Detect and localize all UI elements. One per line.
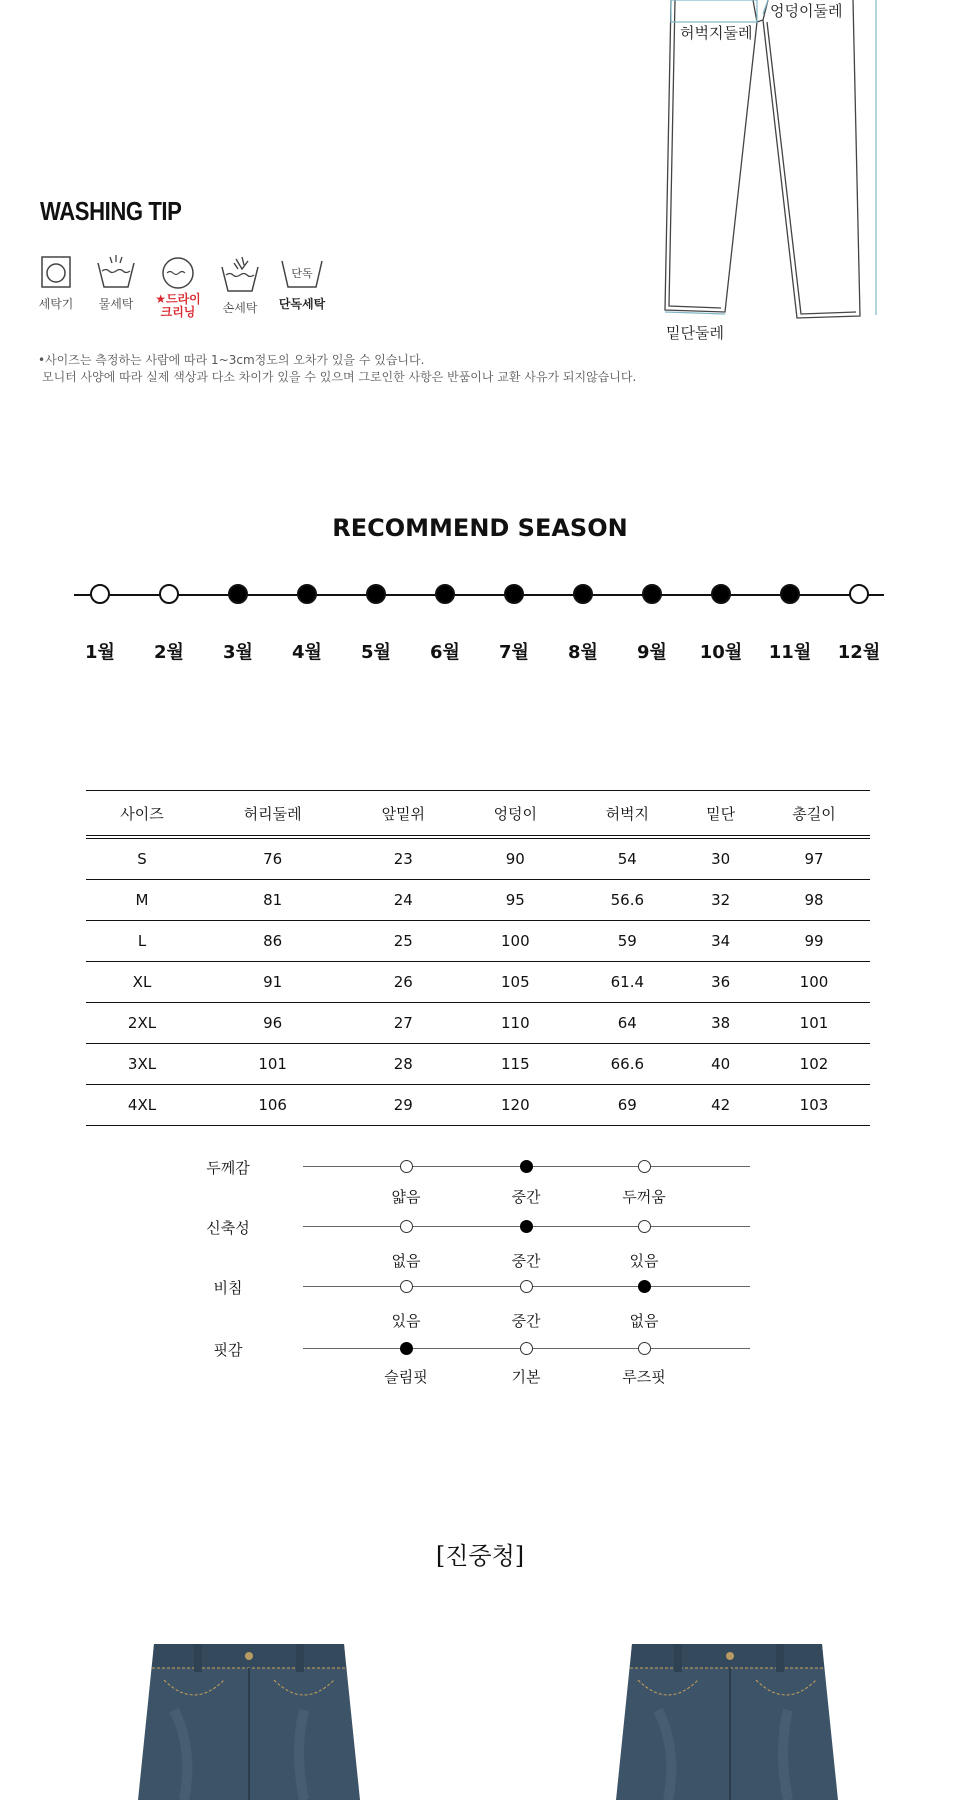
attribute-option-dot — [400, 1160, 413, 1173]
attribute-option-dot — [520, 1280, 533, 1293]
size-cell: 66.6 — [571, 1044, 683, 1085]
size-cell: 90 — [459, 837, 571, 880]
size-cell: 95 — [459, 880, 571, 921]
size-cell: 54 — [571, 837, 683, 880]
size-cell: 96 — [198, 1003, 347, 1044]
season-month-label: 7월 — [499, 642, 529, 663]
size-row — [86, 837, 870, 880]
jeans-back-photo — [612, 1640, 842, 1800]
wash-item-separate — [272, 255, 332, 312]
wash-label-water: 물세탁 — [98, 297, 134, 311]
season-month-label: 10월 — [699, 642, 743, 663]
size-cell: 2XL — [86, 1003, 198, 1044]
attribute-option-dot — [400, 1342, 413, 1355]
season-month-label: 4월 — [292, 642, 322, 663]
wash-label-dryclean-line1: ★드라이 — [155, 292, 201, 306]
size-cell: 26 — [347, 962, 459, 1003]
size-cell: 110 — [459, 1003, 571, 1044]
season-dot-8 — [573, 584, 593, 604]
size-cell: L — [86, 921, 198, 962]
size-cell: 100 — [459, 921, 571, 962]
recommend-season-title: RECOMMEND SEASON — [332, 514, 628, 542]
attribute-option-label: 중간 — [511, 1252, 541, 1270]
attribute-name: 핏감 — [213, 1341, 243, 1359]
washing-tip-title: WASHING TIP — [40, 196, 182, 226]
attribute-option-dot — [638, 1342, 651, 1355]
color-name-title: [진중청] — [435, 1542, 525, 1570]
attribute-name: 신축성 — [206, 1219, 250, 1237]
season-dot-5 — [366, 584, 386, 604]
season-month-label: 6월 — [430, 642, 460, 663]
size-cell: 36 — [683, 962, 758, 1003]
size-row — [86, 962, 870, 1003]
size-cell: 23 — [347, 837, 459, 880]
season-dot-7 — [504, 584, 524, 604]
wash-item-dryclean — [148, 255, 208, 319]
attribute-option-dot — [400, 1280, 413, 1293]
size-cell: 105 — [459, 962, 571, 1003]
size-cell: 69 — [571, 1085, 683, 1126]
size-cell: 91 — [198, 962, 347, 1003]
size-cell: 40 — [683, 1044, 758, 1085]
separate-wash-icon — [280, 255, 324, 291]
header-thigh: 허벅지 — [571, 791, 683, 838]
attribute-option-dot — [520, 1160, 533, 1173]
attribute-option-label: 있음 — [629, 1252, 659, 1270]
size-cell: 103 — [758, 1085, 870, 1126]
size-cell: 24 — [347, 880, 459, 921]
size-row — [86, 921, 870, 962]
size-cell: 64 — [571, 1003, 683, 1044]
size-cell: S — [86, 837, 198, 880]
size-row — [86, 1044, 870, 1085]
attribute-option-dot — [638, 1160, 651, 1173]
size-cell: 101 — [758, 1003, 870, 1044]
thigh-measure-label: 허벅지둘레 — [680, 24, 753, 42]
size-cell: 30 — [683, 837, 758, 880]
size-cell: 34 — [683, 921, 758, 962]
size-cell: 28 — [347, 1044, 459, 1085]
size-table-header — [86, 791, 870, 838]
attribute-option-label: 두꺼움 — [622, 1188, 666, 1206]
size-cell: 120 — [459, 1085, 571, 1126]
wash-label-separate: 단독세탁 — [278, 297, 326, 311]
season-timeline — [74, 594, 884, 596]
size-cell: 61.4 — [571, 962, 683, 1003]
season-dot-10 — [711, 584, 731, 604]
size-cell: 27 — [347, 1003, 459, 1044]
size-cell: 38 — [683, 1003, 758, 1044]
size-cell: 99 — [758, 921, 870, 962]
attribute-option-label: 있음 — [391, 1312, 421, 1330]
water-wash-icon — [96, 255, 136, 291]
hip-measure-label: 엉덩이둘레 — [770, 2, 843, 20]
size-table — [86, 790, 870, 1126]
hem-measure-label: 밑단둘레 — [666, 324, 724, 342]
washing-machine-icon — [39, 255, 73, 291]
size-cell: 56.6 — [571, 880, 683, 921]
season-dot-3 — [228, 584, 248, 604]
season-month-label: 12월 — [837, 642, 881, 663]
size-row — [86, 1085, 870, 1126]
wash-item-hand — [210, 255, 270, 316]
season-month-label: 5월 — [361, 642, 391, 663]
attribute-option-label: 없음 — [391, 1252, 421, 1270]
attribute-name: 두께감 — [206, 1159, 250, 1177]
attribute-option-label: 슬림핏 — [384, 1368, 428, 1386]
wash-item-machine — [26, 255, 86, 312]
wash-label-hand: 손세탁 — [222, 301, 258, 315]
size-row — [86, 880, 870, 921]
header-waist: 허리둘레 — [198, 791, 347, 838]
season-dot-1 — [90, 584, 110, 604]
attribute-option-dot — [400, 1220, 413, 1233]
size-cell: 4XL — [86, 1085, 198, 1126]
header-rise: 앞밑위 — [347, 791, 459, 838]
attribute-option-dot — [638, 1220, 651, 1233]
season-dot-4 — [297, 584, 317, 604]
size-cell: 3XL — [86, 1044, 198, 1085]
size-cell: 81 — [198, 880, 347, 921]
attribute-option-label: 기본 — [511, 1368, 541, 1386]
season-dot-11 — [780, 584, 800, 604]
notice-line-1: •사이즈는 측정하는 사람에 따라 1~3cm정도의 오차가 있을 수 있습니다. — [38, 353, 425, 367]
header-hip: 엉덩이 — [459, 791, 571, 838]
header-length: 총길이 — [758, 791, 870, 838]
season-month-label: 8월 — [568, 642, 598, 663]
season-month-label: 2월 — [154, 642, 184, 663]
size-cell: 86 — [198, 921, 347, 962]
attribute-option-label: 얇음 — [391, 1188, 421, 1206]
size-cell: M — [86, 880, 198, 921]
size-cell: 42 — [683, 1085, 758, 1126]
size-cell: 25 — [347, 921, 459, 962]
season-dot-2 — [159, 584, 179, 604]
svg-text:단독: 단독 — [291, 267, 313, 280]
wash-label-machine: 세탁기 — [38, 297, 74, 311]
jeans-front-photo — [134, 1640, 364, 1800]
season-month-label: 3월 — [223, 642, 253, 663]
header-size: 사이즈 — [86, 791, 198, 838]
size-cell: 59 — [571, 921, 683, 962]
season-dot-6 — [435, 584, 455, 604]
attribute-option-dot — [520, 1342, 533, 1355]
size-cell: 29 — [347, 1085, 459, 1126]
wash-item-water — [86, 255, 146, 312]
season-dot-12 — [849, 584, 869, 604]
season-month-label: 11월 — [768, 642, 812, 663]
size-cell: 32 — [683, 880, 758, 921]
attribute-option-dot — [638, 1280, 651, 1293]
size-row — [86, 1003, 870, 1044]
attribute-option-label: 중간 — [511, 1188, 541, 1206]
attribute-name: 비침 — [213, 1279, 243, 1297]
attribute-option-label: 루즈핏 — [622, 1368, 666, 1386]
season-dot-9 — [642, 584, 662, 604]
pants-size-diagram — [650, 0, 960, 350]
size-cell: 97 — [758, 837, 870, 880]
size-cell: XL — [86, 962, 198, 1003]
attribute-option-label: 중간 — [511, 1312, 541, 1330]
header-hem: 밑단 — [683, 791, 758, 838]
size-cell: 106 — [198, 1085, 347, 1126]
wash-label-dryclean-line2: 크리닝 — [160, 305, 196, 319]
attribute-option-label: 없음 — [629, 1312, 659, 1330]
size-cell: 115 — [459, 1044, 571, 1085]
size-cell: 101 — [198, 1044, 347, 1085]
size-cell: 76 — [198, 837, 347, 880]
notice-line-2: 모니터 사양에 따라 실제 색상과 다소 차이가 있을 수 있으며 그로인한 사항은 반품이나 교환 사유가 되지않습니다. — [42, 370, 637, 384]
season-month-label: 9월 — [637, 642, 667, 663]
size-cell: 100 — [758, 962, 870, 1003]
size-cell: 98 — [758, 880, 870, 921]
attribute-option-dot — [520, 1220, 533, 1233]
hand-wash-icon — [220, 255, 260, 295]
season-month-label: 1월 — [85, 642, 115, 663]
dry-clean-icon — [159, 255, 197, 291]
size-cell: 102 — [758, 1044, 870, 1085]
